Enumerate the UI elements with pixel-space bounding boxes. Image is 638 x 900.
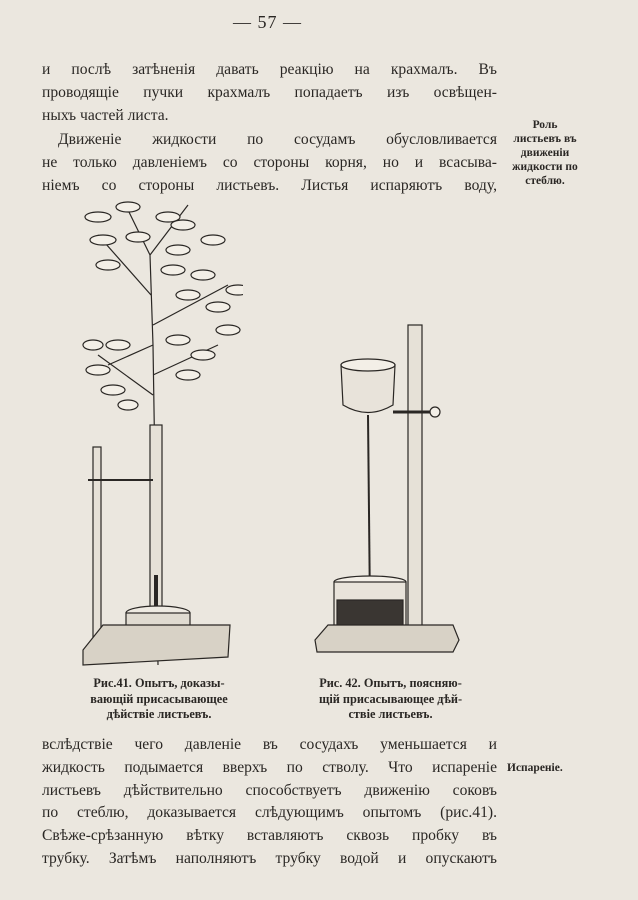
caption-line: ствіе листьевъ.: [348, 707, 433, 721]
figure-42-caption: [303, 676, 478, 723]
caption-line: вающій присасывающее: [90, 691, 228, 706]
figure-42-illustration: [313, 320, 463, 660]
text-line: Свѣже-срѣзанную вѣтку вставляютъ сквозь пробку въ: [42, 827, 497, 845]
caption-line: Рис.41. Опытъ, доказы-: [93, 676, 225, 690]
text-line: ніемъ со стороны листьевъ. Листья испаряютъ воду,: [42, 176, 497, 194]
caption-line: Рис. 42. Опытъ, поясняю-: [319, 676, 462, 690]
margin-note-line: движеніи: [520, 147, 570, 159]
margin-note-role-of-leaves: [505, 118, 585, 188]
margin-note-line: стеблю.: [525, 175, 565, 187]
text-line: проводящіе пучки крахмалъ попадаетъ изъ освѣщен-: [42, 83, 497, 101]
text-line: Движеніе жидкости по сосудамъ обусловливается: [58, 131, 497, 149]
margin-note-line: Роль: [532, 119, 558, 131]
text-line: листьевъ дѣйствительно способствуетъ движенію соковъ: [42, 781, 497, 799]
margin-note-evaporation: Испареніе.: [507, 762, 563, 774]
figure-41-caption: [74, 676, 244, 723]
text-line: по стеблю, доказывается слѣдующимъ опытомъ (рис.41).: [42, 804, 497, 822]
bottom-paragraph: [42, 734, 497, 871]
margin-note-line: жидкости по: [512, 161, 578, 173]
top-paragraphs: [42, 59, 497, 198]
text-line: жидкость подымается вверхъ по стволу. Что испареніе: [42, 758, 497, 776]
caption-line: дѣйствіе листьевъ.: [106, 707, 212, 721]
text-line: ныхъ частей листа.: [42, 106, 169, 124]
page-number: — 57 —: [233, 12, 302, 32]
text-line: трубку. Затѣмъ наполняютъ трубку водой и опускаютъ: [42, 849, 497, 867]
text-line: и послѣ затѣненія давать реакцію на крахмалъ. Въ: [42, 61, 497, 78]
figure-41-illustration: [78, 195, 243, 670]
text-line: вслѣдствіе чего давленіе въ сосудахъ уменьшается и: [42, 736, 497, 753]
margin-note-line: листьевъ въ: [513, 133, 577, 145]
caption-line: щій присасывающее дѣй-: [318, 691, 463, 706]
text-line: не только давленіемъ со стороны корня, но и всасыва-: [42, 154, 497, 172]
